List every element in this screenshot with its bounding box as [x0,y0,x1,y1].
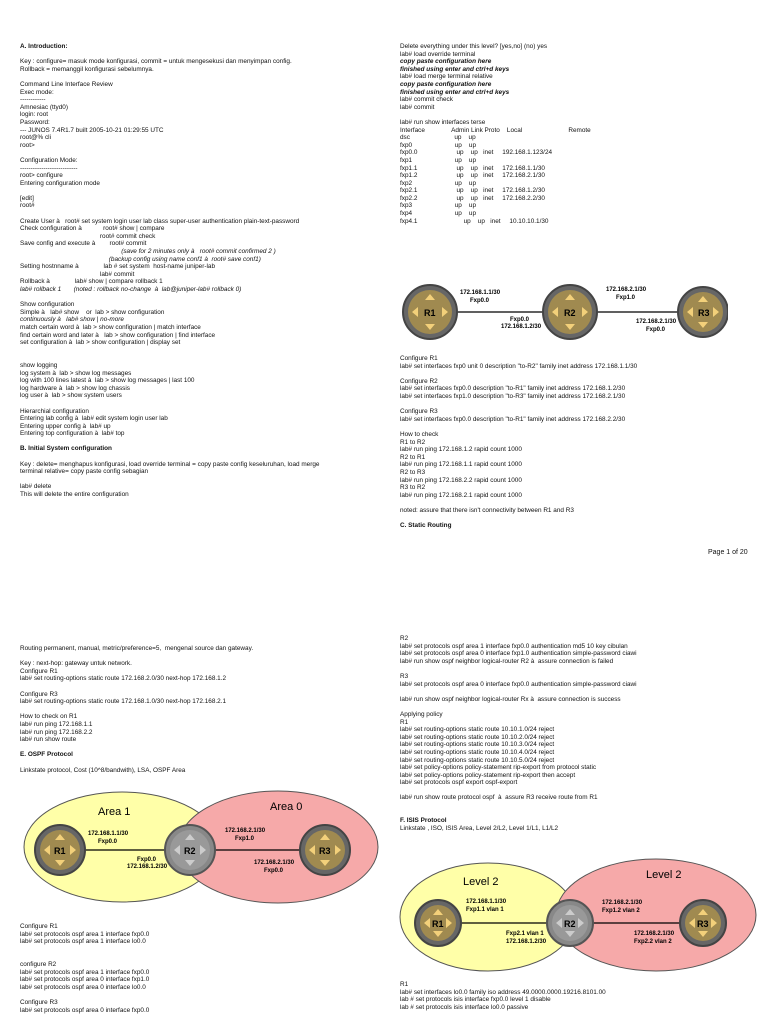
page1-right-column-bottom [400,355,637,530]
text-line: Linkstate , ISO, ISIS Area, Level 2/L2, Level 1/L1, L1/L2 [400,824,559,832]
text-line: fxp1 up up [400,156,477,164]
text-line: Applying policy [400,710,443,718]
text-line: Amnesiac (ttyd0) [20,103,68,111]
text-line [20,210,319,218]
text-line: root@% cli [20,134,51,142]
text-line: lab# run show ospf neighbor logical-router Rx à assure connection is success [400,695,621,703]
text-line: Interface Admin Link Proto Local Remote [400,126,591,134]
text-line: lab# set routing-options static route 172.168.1.0/30 next-hop 172.168.2.1 [20,698,227,706]
text-line: configure R2 [20,960,57,968]
text-line: Setting hostnname à lab # set system host-name juniper-lab [20,263,216,271]
text-line: lab# set protocols ospf area 0 interface fxp1.0 authentication simple-password ciawi [400,650,637,658]
text-line: lab# set protocols ospf area 1 interface fxp0.0 [20,930,150,938]
router-label: R2 [564,919,576,929]
text-line: log system à lab > show log messages [20,369,132,377]
link-label: 172.168.1.2/30 [501,324,542,330]
text-line: B. Initial System configuration [20,445,112,453]
text-line: lab# run show interfaces terse [400,118,486,126]
link-label: Fxp1.0 [616,295,636,301]
page2-right-column-bottom [400,981,606,1011]
text-line: How to check [400,430,439,438]
link-label: 172.168.1.2/30 [127,864,168,870]
text-line: finished using enter and ctrl+d keys [400,65,510,73]
text-line: R3 [400,672,409,680]
text-line [20,73,319,81]
text-line: Check configuration à root# show | compare [20,225,165,233]
text-line: log user à lab > show system users [20,392,122,400]
link-label: 172.168.1.1/30 [88,831,129,837]
text-line: lab# run show route [20,736,77,744]
text-line: fxp4 up up [400,210,477,218]
text-line: --- JUNOS 7.4R1.7 built 2005-10-21 01:29:55 UTC [20,126,164,134]
text-line: lab# run ping 172.168.1.1 [20,720,93,728]
text-line: Command Line Interface Review [20,80,113,88]
text-line [20,294,319,302]
text-line [20,744,253,752]
text-line: Show configuration [20,301,75,309]
text-line: C. Static Routing [400,522,452,530]
text-line: Rollback = memanggil konfigurasi sebelumnya. [20,65,154,73]
link-label: 172.168.1.1/30 [466,899,507,905]
text-line: R3 to R2 [400,484,426,492]
text-line: lab# set protocols ospf area 0 interface fxp1.0 [20,976,150,984]
router-label: R3 [698,308,710,318]
text-line [400,401,637,409]
text-line: fxp2.2 up up inet 172.168.2.2/30 [400,194,545,202]
area-label: Level 2 [646,869,682,881]
text-line: (save for 2 minutes only à root# commit confirmed 2 ) [20,248,276,256]
text-line: fxp1.1 up up inet 172.168.1.1/30 [400,164,545,172]
text-line: terminal relative= copy paste config sebagian [20,468,149,476]
link-label: 172.168.2.1/30 [636,319,677,325]
text-line: set configuration à lab > show configuration | display set [20,339,181,347]
text-line: --------------------------- [20,164,78,172]
text-line: lab# load merge terminal relative [400,73,493,81]
text-line [400,688,637,696]
text-line [20,438,319,446]
text-line [20,953,149,961]
text-line: root# [20,202,35,210]
text-line [20,759,253,767]
link-label: Fxp1.1 vlan 1 [466,907,504,913]
text-line: lab# set protocols ospf area 0 interface fxp0.0 [20,1006,150,1014]
text-line: Entering upper config à lab# up [20,422,111,430]
text-line: F. ISIS Protocol [400,817,447,825]
link-label: Fxp0.0 [510,317,530,323]
router-label: R1 [54,846,66,856]
link-label: Fxp0.0 [646,327,666,333]
text-line: lab# set protocols ospf area 0 interface lo0.0 [20,983,146,991]
text-line: lab# set routing-options static route 10.10.3.0/24 reject [400,741,555,749]
text-line: How to check on R1 [20,713,78,721]
router-label: R1 [424,308,436,318]
text-line: Configure R1 [20,923,58,930]
text-line: copy paste configuration here [400,58,492,66]
text-line: match certain word à lab > show configuration | match interface [20,323,201,331]
text-line [20,149,319,157]
router-label: R2 [564,308,576,318]
text-line: A. Introduction: [20,43,68,50]
text-line [20,400,319,408]
text-line: lab# run ping 172.168.2.2 rapid count 1000 [400,476,522,484]
text-line: R1 [400,981,409,988]
text-line: lab# run show ospf neighbor logical-router R2 à assure connection is failed [400,657,614,665]
text-line: (backup config using name conf1 à root# save conf1) [20,255,261,263]
link-label: 172.168.2.1/30 [225,828,266,834]
text-line: E. OSPF Protocol [20,751,73,759]
text-line: login: root [20,111,49,119]
isis-level-diagram [398,857,760,975]
link-label: Fxp0.0 [98,839,118,845]
text-line [20,991,149,999]
link-label: Fxp2.1 vlan 1 [506,931,544,937]
text-line: lab# commit check [400,96,453,104]
text-line: dsc up up [400,134,476,142]
text-line [400,810,637,818]
text-line: R2 [400,635,409,642]
text-line: Configure R2 [400,377,438,385]
text-line: lab# rollback 1 (noted : rollback no-change à lab@juniper-lab# rollback 0) [20,286,242,293]
text-line [20,187,319,195]
link-label: Fxp0.0 [264,868,284,874]
text-line: R2 to R3 [400,468,426,476]
text-line: Configure R3 [400,408,438,416]
text-line: log with 100 lines latest à lab > show log messages | last 100 [20,377,195,385]
link-label: 172.168.2.1/30 [606,287,647,293]
text-line [400,499,637,507]
text-line: lab# set interfaces fxp0.0 description "to-R1" family inet address 172.168.2.2/30 [400,415,626,423]
text-line: show logging [20,361,58,369]
text-line: Configuration Mode: [20,156,78,164]
text-line: lab# commit [400,103,435,111]
text-line: R2 to R1 [400,453,426,461]
page-footer: Page 1 of 20 [708,549,748,556]
text-line: ------------ [20,96,46,104]
text-line: lab# set routing-options static route 172.168.2.0/30 next-hop 172.168.1.2 [20,675,227,683]
ospf-area-diagram [20,790,385,908]
text-line [20,683,253,691]
text-line: fxp0.0 up up inet 192.168.1.123/24 [400,149,553,157]
text-line: lab # set protocols isis interface lo0.0 passive [400,1003,529,1011]
text-line [20,476,319,484]
text-line: Password: [20,118,50,126]
text-line [20,653,253,661]
text-line: Entering configuration mode [20,179,100,187]
page2-left-column [20,645,253,774]
link-label: Fxp2.2 vlan 2 [634,939,672,945]
text-line: lab# set routing-options static route 10.10.5.0/24 reject [400,756,555,764]
page2-left-column-bottom [20,923,149,1014]
text-line: lab# set interfaces fxp0 unit 0 description "to-R2" family inet address 172.168.1.1/30 [400,362,638,370]
text-line: lab # set protocols isis interface fxp0.0 level 1 disable [400,996,551,1004]
text-line: lab# delete [20,483,52,491]
router-label: R3 [697,919,709,929]
text-line: root> configure [20,172,63,180]
text-line: lab# set protocols ospf area 0 interface fxp0.0 authentication simple-password ciawi [400,680,637,688]
text-line: This will delete the entire configuration [20,491,129,499]
text-line: lab# run ping 172.168.1.2 rapid count 1000 [400,446,522,454]
area-label: Area 1 [98,806,131,818]
text-line: fxp4.1 up up inet 10.10.10.1/30 [400,217,549,225]
text-line [20,453,319,461]
text-line [20,347,319,355]
text-line: copy paste configuration here [400,80,492,88]
text-line: lab# commit [20,270,135,278]
router-topology-diagram [398,277,728,347]
text-line: lab# set routing-options static route 10.10.4.0/24 reject [400,748,555,756]
text-line: Key : configure= masuk mode konfigurasi, commit = untuk mengesekusi dan menyimpan config. [20,58,292,66]
router-label: R2 [184,846,196,856]
text-line: fxp2.1 up up inet 172.168.1.2/30 [400,187,545,195]
link-label: Fxp1.2 vlan 2 [602,908,640,914]
text-line: lab# set protocols ospf export ospf-export [400,779,518,787]
text-line: Entering lab config à lab# edit system login user lab [20,415,168,423]
text-line: lab# set policy-options policy-statement rip-export from protocol static [400,764,597,772]
text-line: Configure R3 [20,690,58,698]
text-line: Key : next-hop: gateway untuk network. [20,660,132,668]
text-line: fxp2 up up [400,179,477,187]
text-line: Save config and execute à root# commit [20,240,147,248]
text-line: lab# set protocols ospf area 1 interface lo0.0 [20,938,146,946]
text-line: Entering top configuration à lab# top [20,430,125,438]
text-line: Exec mode: [20,88,54,96]
text-line: finished using enter and ctrl+d keys [400,88,510,96]
text-line [20,946,149,954]
text-line: lab# set interfaces lo0.0 family iso address 49.0000.0000.19216.8101.00 [400,988,606,996]
page1-left-column [20,43,319,499]
text-line: Key : delete= menghapus konfigurasi, load override terminal = copy paste config keseluruhan, load merge [20,460,320,468]
text-line [20,51,319,59]
text-line [400,665,637,673]
text-line: root> [20,141,35,149]
link-label: Fxp1.0 [235,836,255,842]
text-line: continuously à lab# show | no-more [20,316,124,324]
text-line [400,703,637,711]
area-label: Level 2 [463,876,499,888]
text-line: Hierarchial configuration [20,407,89,415]
text-line: lab# set routing-options static route 10.10.2.0/24 reject [400,733,555,741]
text-line: lab# set protocols ospf area 1 interface fxp0.0 [20,968,150,976]
text-line [400,370,637,378]
text-line [20,706,253,714]
text-line: Create User à root# set system login user lab class super-user authentication plain-text-password [20,217,300,225]
text-line: fxp1.2 up up inet 172.168.2.1/30 [400,172,545,180]
text-line: lab# run ping 172.168.2.2 [20,728,93,736]
text-line: lab# set protocols ospf area 1 interface fxp0.0 authentication md5 10 key cibulan [400,642,628,650]
text-line: lab# load override terminal [400,50,476,58]
text-line: Simple à lab# show or lab > show configuration [20,308,165,316]
text-line [400,787,637,795]
text-line: noted: assure that there isn't connectivity between R1 and R3 [400,506,574,514]
text-line: fxp3 up up [400,202,477,210]
text-line: lab# set interfaces fxp0.0 description "to-R1" family inet address 172.168.1.2/30 [400,385,626,393]
text-line: Configure R1 [400,355,438,362]
text-line: Routing permanent, manual, metric/preference=5, mengenal source dan gateway. [20,645,254,652]
text-line: lab# run show route protocol ospf à assure R3 receive route from R1 [400,794,598,802]
area-label: Area 0 [270,801,303,813]
link-label: 172.168.2.1/30 [254,860,295,866]
text-line [400,423,637,431]
text-line: log hardware à lab > show log chassis [20,384,130,392]
text-line: lab# run ping 172.168.2.1 rapid count 1000 [400,491,522,499]
link-label: Fxp0.0 [470,298,490,304]
text-line: [edit] [20,194,34,202]
link-label: 172.168.1.2/30 [506,939,547,945]
text-line: Rollback à lab# show | compare rollback 1 [20,278,163,286]
text-line: R1 to R2 [400,438,426,446]
text-line [400,802,637,810]
text-line: Linkstate protocol, Cost (10^8/bandwith), LSA, OSPF Area [20,766,186,774]
text-line: lab# set interfaces fxp1.0 description "to-R3" family inet address 172.168.2.1/30 [400,392,626,400]
text-line: lab# set routing-options static route 10.10.1.0/24 reject [400,726,555,734]
link-label: 172.168.2.1/30 [602,900,643,906]
text-line: Configure R1 [20,667,58,675]
text-line: Configure R3 [20,998,58,1006]
text-line [400,514,637,522]
text-line: lab# set policy-options policy-statement rip-export then accept [400,771,576,779]
text-line [400,111,591,119]
page2-right-column [400,635,637,832]
text-line: find certain word and later à lab > show configuration | find interface [20,331,216,339]
text-line: R1 [400,718,409,726]
link-label: 172.168.1.1/30 [460,290,501,296]
text-line: Delete everything under this level? [yes,no] (no) yes [400,43,548,50]
text-line: lab# run ping 172.168.1.1 rapid count 1000 [400,461,522,469]
text-line: root# commit check [20,232,156,240]
link-label: Fxp0.0 [137,857,157,863]
text-line [20,354,319,362]
link-label: 172.168.2.1/30 [634,931,675,937]
page1-right-column-top [400,43,591,225]
router-label: R1 [432,919,444,929]
router-label: R3 [319,846,331,856]
text-line: fxp0 up up [400,141,477,149]
